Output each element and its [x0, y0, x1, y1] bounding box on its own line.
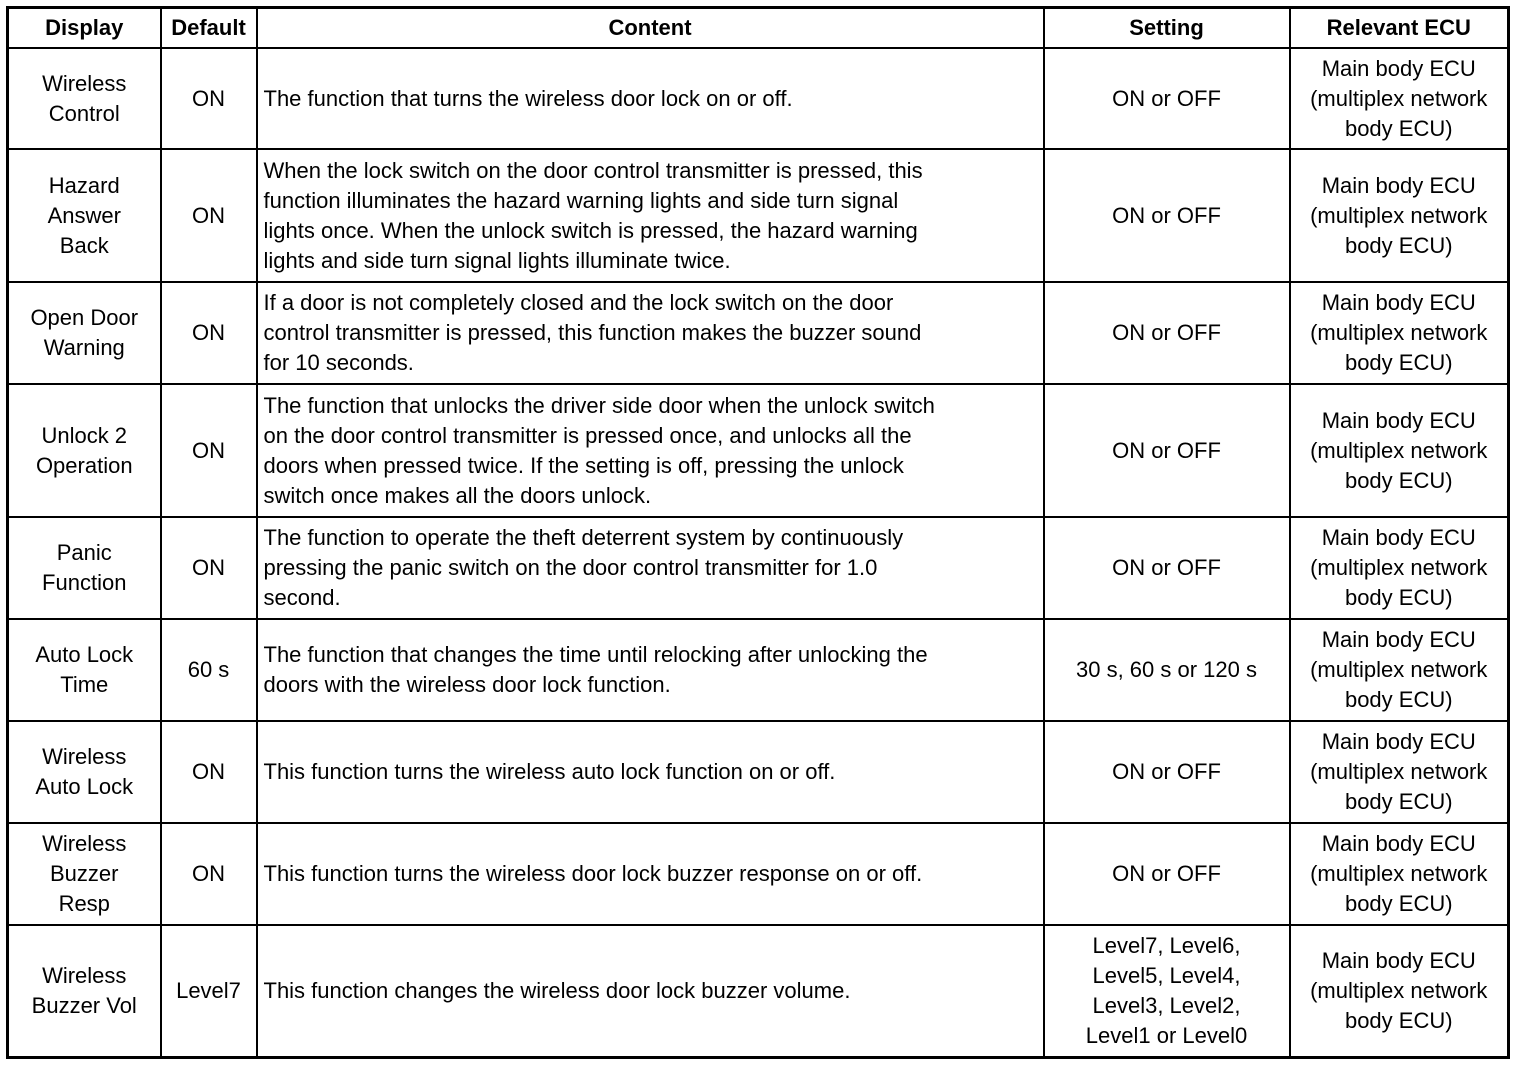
ecu-cell: Main body ECU (multiplex network body ECU) [1290, 619, 1509, 721]
ecu-cell: Main body ECU (multiplex network body ECU) [1290, 925, 1509, 1057]
ecu-cell: Main body ECU (multiplex network body ECU) [1290, 823, 1509, 925]
content-cell: This function changes the wireless door lock buzzer volume. [257, 925, 1044, 1057]
setting-cell: ON or OFF [1044, 384, 1290, 517]
display-cell: Hazard Answer Back [8, 149, 161, 282]
setting-cell: ON or OFF [1044, 517, 1290, 619]
setting-cell: ON or OFF [1044, 721, 1290, 823]
display-cell: Auto Lock Time [8, 619, 161, 721]
header-row [8, 8, 1509, 49]
display-cell: Open Door Warning [8, 282, 161, 384]
table-row [8, 149, 1509, 282]
ecu-cell: Main body ECU (multiplex network body ECU) [1290, 48, 1509, 149]
default-cell: ON [161, 384, 257, 517]
ecu-cell: Main body ECU (multiplex network body ECU) [1290, 149, 1509, 282]
content-cell: The function that changes the time until relocking after unlocking the doors with the wireless door lock function. [257, 619, 1044, 721]
content-cell: The function that unlocks the driver side door when the unlock switch on the door control transmitter is pressed once, and unlocks all the doors when pressed twice. If the setting is off, pressing the unlock switch once makes all the doors unlock. [257, 384, 1044, 517]
customize-settings-table [6, 6, 1510, 1059]
setting-cell: ON or OFF [1044, 48, 1290, 149]
header-display: Display [8, 8, 161, 49]
table-row [8, 282, 1509, 384]
table-row [8, 721, 1509, 823]
content-cell: This function turns the wireless door lock buzzer response on or off. [257, 823, 1044, 925]
default-cell: Level7 [161, 925, 257, 1057]
default-cell: ON [161, 48, 257, 149]
display-cell: Unlock 2 Operation [8, 384, 161, 517]
table-row [8, 384, 1509, 517]
content-cell: The function to operate the theft deterrent system by continuously pressing the panic switch on the door control transmitter for 1.0 second. [257, 517, 1044, 619]
default-cell: ON [161, 149, 257, 282]
table-row [8, 619, 1509, 721]
ecu-cell: Main body ECU (multiplex network body ECU) [1290, 721, 1509, 823]
display-cell: Wireless Auto Lock [8, 721, 161, 823]
default-cell: ON [161, 721, 257, 823]
content-cell: The function that turns the wireless door lock on or off. [257, 48, 1044, 149]
table-row [8, 517, 1509, 619]
content-cell: This function turns the wireless auto lock function on or off. [257, 721, 1044, 823]
default-cell: ON [161, 517, 257, 619]
header-relevant-ecu: Relevant ECU [1290, 8, 1509, 49]
ecu-cell: Main body ECU (multiplex network body ECU) [1290, 282, 1509, 384]
header-content: Content [257, 8, 1044, 49]
table-row [8, 48, 1509, 149]
setting-cell: ON or OFF [1044, 282, 1290, 384]
table-row [8, 925, 1509, 1057]
content-cell: When the lock switch on the door control transmitter is pressed, this function illuminates the hazard warning lights and side turn signal lights once. When the unlock switch is pressed, the hazard warning lights and side turn signal lights illuminate twice. [257, 149, 1044, 282]
display-cell: Panic Function [8, 517, 161, 619]
setting-cell: Level7, Level6, Level5, Level4, Level3, Level2, Level1 or Level0 [1044, 925, 1290, 1057]
header-setting: Setting [1044, 8, 1290, 49]
table-row [8, 823, 1509, 925]
default-cell: ON [161, 282, 257, 384]
display-cell: Wireless Control [8, 48, 161, 149]
display-cell: Wireless Buzzer Resp [8, 823, 161, 925]
setting-cell: ON or OFF [1044, 823, 1290, 925]
content-cell: If a door is not completely closed and the lock switch on the door control transmitter is pressed, this function makes the buzzer sound for 10 seconds. [257, 282, 1044, 384]
default-cell: 60 s [161, 619, 257, 721]
display-cell: Wireless Buzzer Vol [8, 925, 161, 1057]
default-cell: ON [161, 823, 257, 925]
ecu-cell: Main body ECU (multiplex network body ECU) [1290, 384, 1509, 517]
ecu-cell: Main body ECU (multiplex network body ECU) [1290, 517, 1509, 619]
setting-cell: 30 s, 60 s or 120 s [1044, 619, 1290, 721]
header-default: Default [161, 8, 257, 49]
setting-cell: ON or OFF [1044, 149, 1290, 282]
